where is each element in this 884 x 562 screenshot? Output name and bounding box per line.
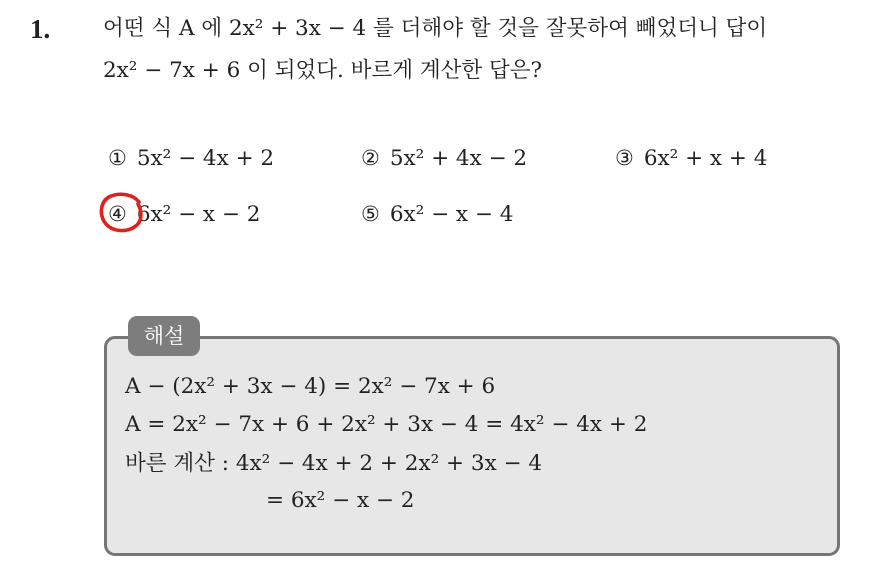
choice-1-expression: 5x² − 4x + 2 (136, 146, 275, 171)
choice-2-expression: 5x² + 4x − 2 (389, 146, 528, 171)
choice-4-expression: 6x² − x − 2 (136, 202, 261, 227)
solution-line-3: 바른 계산 : 4x² − 4x + 2 + 2x² + 3x − 4 (125, 451, 543, 476)
choice-2-marker: ② (361, 146, 380, 170)
choice-5-expression: 6x² − x − 4 (389, 202, 514, 227)
choice-1[interactable] (108, 148, 274, 170)
choice-2[interactable] (361, 148, 527, 170)
choice-3-marker: ③ (615, 146, 634, 170)
solution-tab: 해설 (128, 316, 200, 356)
solution-line-1: A − (2x² + 3x − 4) = 2x² − 7x + 6 (125, 374, 496, 399)
choice-5-marker: ⑤ (361, 202, 380, 226)
choice-3[interactable] (615, 148, 767, 170)
solution-line-2: A = 2x² − 7x + 6 + 2x² + 3x − 4 = 4x² − 4x + 2 (125, 412, 648, 437)
choice-4-marker: ④ (108, 202, 127, 226)
choice-1-marker: ① (108, 146, 127, 170)
choice-5[interactable] (361, 204, 513, 226)
solution-box (104, 336, 840, 556)
question-number: 1. (30, 14, 51, 44)
question-text-line-1: 어떤 식 A 에 2x² + 3x − 4 를 더해야 할 것을 잘못하여 빼었더니 답이 (103, 16, 768, 41)
question-text-line-2: 2x² − 7x + 6 이 되었다. 바르게 계산한 답은? (103, 58, 543, 83)
choice-3-expression: 6x² + x + 4 (643, 146, 768, 171)
solution-line-4: = 6x² − x − 2 (266, 488, 415, 513)
answer-circle-mark (98, 191, 146, 235)
